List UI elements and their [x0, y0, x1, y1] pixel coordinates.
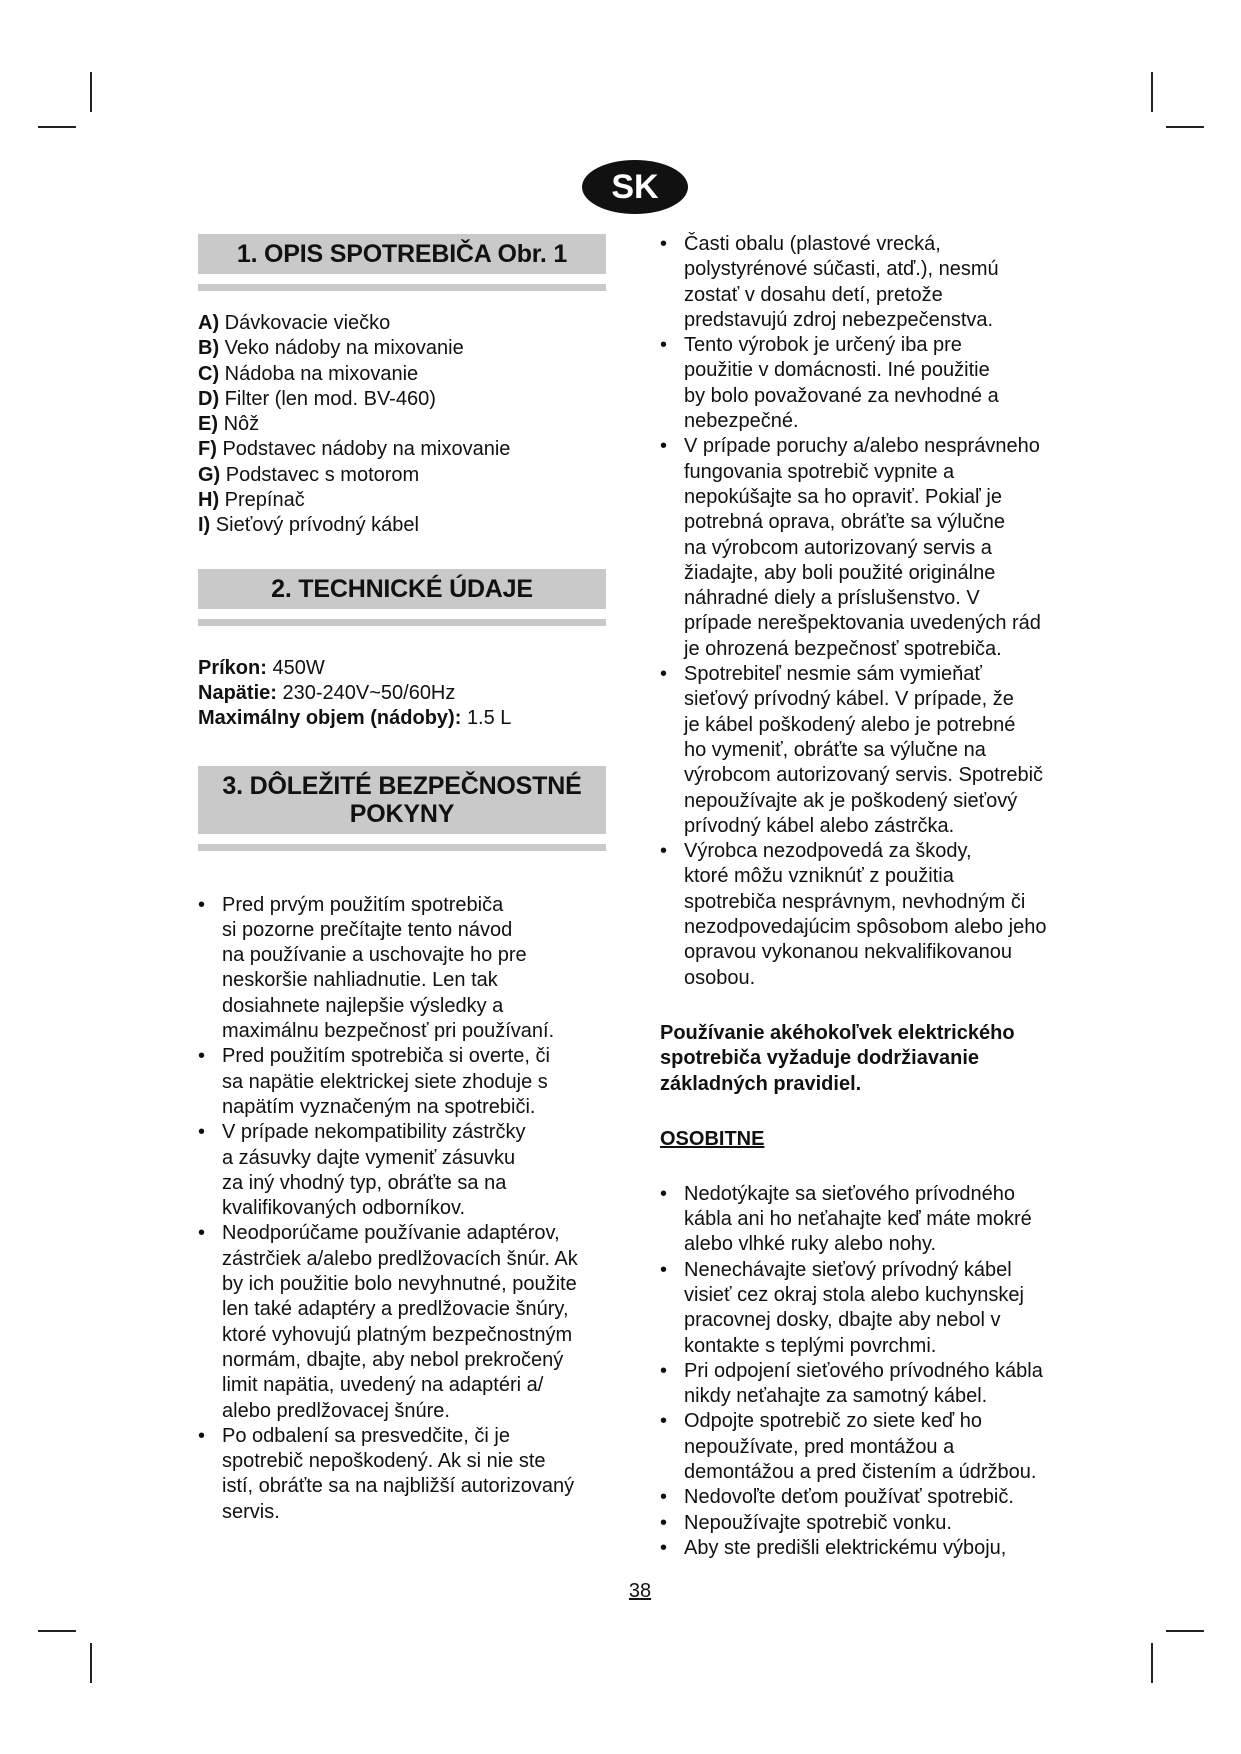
page-number: 38 [628, 1580, 652, 1602]
bullet-line: nebezpečné. [684, 410, 799, 433]
bullet-line: si pozorne prečítajte tento návod [222, 918, 513, 941]
bold-paragraph-line: spotrebiča vyžaduje dodržiavanie [660, 1047, 979, 1070]
bullet-item [198, 1424, 606, 1525]
bullet-line: kábla ani ho neťahajte keď máte mokré [684, 1208, 1032, 1231]
bullet-line: sieťový prívodný kábel. V prípade, že [684, 688, 1014, 711]
part-text: Nôž [223, 413, 260, 436]
bullet-line: kvalifikovaných odborníkov. [222, 1197, 466, 1220]
bullet-line: spotrebiča nesprávnym, nevhodným či [684, 890, 1026, 913]
bullet-line: • Neodporúčame používanie adaptérov, [222, 1222, 560, 1245]
right-column [660, 232, 1080, 1561]
bullet-item [198, 1221, 606, 1423]
bullet-line: • Nenechávajte sieťový prívodný kábel [684, 1258, 1012, 1281]
general-rules-paragraph [660, 1021, 1080, 1097]
part-item [198, 311, 606, 336]
crop-mark-bottom-right-v [1151, 1643, 1153, 1683]
section-2-heading: 2. TECHNICKÉ ÚDAJE [198, 569, 606, 609]
tech-specs [198, 656, 606, 732]
bullet-item [660, 1485, 1080, 1510]
crop-mark-top-right-h [1166, 126, 1204, 128]
bullet-item [660, 1359, 1080, 1410]
bullet-line: by ich použitie bolo nevyhnutné, použite [222, 1273, 577, 1296]
section-1-heading: 1. OPIS SPOTREBIČA Obr. 1 [198, 234, 606, 274]
bullet-item [660, 333, 1080, 434]
bullet-line: ho vymeniť, obráťte sa výlučne na [684, 738, 986, 761]
crop-mark-bottom-left-v [90, 1643, 92, 1683]
tech-row [198, 681, 606, 706]
part-item [198, 387, 606, 412]
bullet-line: dosiahnete najlepšie výsledky a [222, 994, 504, 1017]
bullet-line: za iný vhodný typ, obráťte sa na [222, 1171, 507, 1194]
part-item [198, 412, 606, 437]
bullet-line: nepokúšajte sa ho opraviť. Pokiaľ je [684, 485, 1002, 508]
bullet-line: istí, obráťte sa na najbližší autorizovaný [222, 1475, 575, 1498]
section-2-rule [198, 619, 606, 626]
bullet-line: maximálnu bezpečnosť pri používaní. [222, 1020, 555, 1043]
bullet-line: len také adaptéry a predlžovacie šnúry, [222, 1298, 569, 1321]
bullet-line: • Výrobca nezodpovedá za škody, [684, 840, 972, 863]
part-key: H) [198, 489, 220, 512]
bullet-item [660, 662, 1080, 839]
bullet-line: • V prípade poruchy a/alebo nesprávneho [684, 435, 1040, 458]
bullet-line: • Nedotýkajte sa sieťového prívodného [684, 1182, 1016, 1205]
bullet-line: by bolo považované za nevhodné a [684, 384, 999, 407]
tech-value: 450W [272, 656, 325, 679]
part-key: I) [198, 514, 211, 537]
bullet-line: servis. [222, 1500, 280, 1523]
bullet-line: nepoužívajte ak je poškodený sieťový [684, 789, 1018, 812]
bullet-line: visieť cez okraj stola alebo kuchynskej [684, 1283, 1024, 1306]
tech-label: Napätie: [198, 681, 277, 704]
tech-label: Príkon: [198, 656, 267, 679]
bullet-item [198, 1044, 606, 1120]
crop-mark-top-left-h [38, 126, 76, 128]
bullet-line: limit napätia, uvedený na adaptéri a/ [222, 1374, 544, 1397]
crop-mark-bottom-left-h [38, 1630, 76, 1632]
part-key: B) [198, 337, 220, 360]
bullet-line: • Tento výrobok je určený iba pre [684, 334, 962, 357]
part-text: Nádoba na mixovanie [224, 362, 419, 385]
bullet-line: osobou. [684, 966, 756, 989]
bullet-line: žiadajte, aby boli použité originálne [684, 561, 996, 584]
bullet-line: nepoužívate, pred montážou a [684, 1435, 955, 1458]
bullet-item [660, 1182, 1080, 1258]
bullet-line: výrobcom autorizovaný servis. Spotrebič [684, 764, 1044, 787]
bullet-line: • Pred použitím spotrebiča si overte, či [222, 1045, 550, 1068]
bullet-line: kontakte s teplými povrchmi. [684, 1334, 937, 1357]
bullet-line: prípade nerešpektovania uvedených rád [684, 612, 1041, 635]
parts-list [198, 311, 606, 539]
bullet-line: potrebná oprava, obráťte sa výlučne [684, 511, 1006, 534]
bullet-line: • Po odbalení sa presvedčite, či je [222, 1424, 510, 1447]
part-item [198, 488, 606, 513]
bullet-item [198, 1120, 606, 1221]
bullet-item [660, 839, 1080, 991]
bold-paragraph-line: Používanie akéhokoľvek elektrického [660, 1021, 1015, 1044]
bullet-line: a zásuvky dajte vymeniť zásuvku [222, 1146, 516, 1169]
bullet-line: demontážou a pred čistením a údržbou. [684, 1461, 1037, 1484]
left-column [198, 234, 606, 1525]
bullet-line: alebo predlžovacej šnúre. [222, 1399, 450, 1422]
bullet-line: predstavujú zdroj nebezpečenstva. [684, 308, 994, 331]
part-item [198, 362, 606, 387]
bullet-line: ktoré vyhovujú platným bezpečnostným [222, 1323, 573, 1346]
crop-mark-top-left-v [90, 72, 92, 112]
tech-label: Maximálny objem (nádoby): [198, 707, 462, 730]
bullet-line: na výrobcom autorizovaný servis a [684, 536, 992, 559]
bullet-line: ktoré môžu vzniknúť z použitia [684, 865, 954, 888]
part-text: Podstavec s motorom [225, 463, 420, 486]
part-item [198, 437, 606, 462]
part-key: D) [198, 387, 220, 410]
bullet-line: je kábel poškodený alebo je potrebné [684, 713, 1016, 736]
safety-bullets-left [198, 893, 606, 1525]
osobitne-bullets [660, 1182, 1080, 1561]
bullet-item [660, 1258, 1080, 1359]
bullet-line: sa napätie elektrickej siete zhoduje s [222, 1070, 548, 1093]
part-key: G) [198, 463, 221, 486]
part-key: E) [198, 413, 218, 436]
bullet-item [660, 232, 1080, 333]
tech-value: 1.5 L [466, 707, 512, 730]
bullet-line: použitie v domácnosti. Iné použitie [684, 359, 990, 382]
bullet-line: spotrebič nepoškodený. Ak si nie ste [222, 1450, 546, 1473]
part-text: Prepínač [224, 489, 305, 512]
bullet-line: prívodný kábel alebo zástrčka. [684, 814, 955, 837]
bullet-line: zostať v dosahu detí, pretože [684, 283, 943, 306]
section-3-heading-line1: 3. DÔLEŽITÉ BEZPEČNOSTNÉ [222, 771, 582, 800]
bullet-line: • Nepoužívajte spotrebič vonku. [684, 1511, 952, 1534]
bullet-line: je ohrozená bezpečnosť spotrebiča. [684, 637, 1002, 660]
section-1-rule [198, 284, 606, 291]
bullet-line: pracovnej dosky, dbajte aby nebol v [684, 1309, 1001, 1332]
part-text: Dávkovacie viečko [224, 312, 391, 334]
part-text: Podstavec nádoby na mixovanie [222, 438, 511, 461]
part-key: C) [198, 362, 220, 385]
tech-row [198, 656, 606, 681]
crop-mark-top-right-v [1151, 72, 1153, 112]
bullet-line: napätím vyznačeným na spotrebiči. [222, 1095, 536, 1118]
bullet-line: polystyrénové súčasti, atď.), nesmú [684, 258, 999, 281]
bullet-line: • Pred prvým použitím spotrebiča [222, 893, 504, 916]
osobitne-heading: OSOBITNE [660, 1127, 765, 1150]
bullet-line: neskoršie nahliadnutie. Len tak [222, 969, 498, 992]
bullet-line: zástrčiek a/alebo predlžovacích šnúr. Ak [222, 1247, 578, 1270]
section-3-heading [198, 766, 606, 834]
part-key: A) [198, 312, 220, 334]
bullet-item [660, 434, 1080, 662]
section-3-rule [198, 844, 606, 851]
bullet-line: náhradné diely a príslušenstvo. V [684, 587, 980, 610]
bullet-line: nezodpovedajúcim spôsobom alebo jeho [684, 916, 1047, 939]
part-item [198, 336, 606, 361]
bullet-item [660, 1511, 1080, 1536]
part-key: F) [198, 438, 217, 461]
safety-bullets-right [660, 232, 1080, 991]
part-item [198, 513, 606, 538]
bullet-item [660, 1409, 1080, 1485]
bullet-line: • Pri odpojení sieťového prívodného kábla [684, 1359, 1043, 1382]
bullet-line: • V prípade nekompatibility zástrčky [222, 1121, 526, 1144]
bold-paragraph-line: základných pravidiel. [660, 1072, 862, 1095]
bullet-line: • Odpojte spotrebič zo siete keď ho [684, 1410, 983, 1433]
bullet-line: nikdy neťahajte za samotný kábel. [684, 1385, 988, 1408]
part-text: Veko nádoby na mixovanie [224, 337, 464, 360]
tech-value: 230-240V~50/60Hz [282, 681, 456, 704]
bullet-line: normám, dbajte, aby nebol prekročený [222, 1348, 564, 1371]
crop-mark-bottom-right-h [1166, 1630, 1204, 1632]
bullet-item [198, 893, 606, 1045]
part-item [198, 463, 606, 488]
bullet-line: na používanie a uschovajte ho pre [222, 944, 527, 967]
bullet-line: • Aby ste predišli elektrickému výboju, [684, 1536, 1007, 1559]
bullet-line: • Spotrebiteľ nesmie sám vymieňať [684, 663, 982, 686]
bullet-line: • Nedovoľte deťom používať spotrebič. [684, 1486, 1014, 1509]
bullet-line: fungovania spotrebič vypnite a [684, 460, 955, 483]
tech-row [198, 706, 606, 731]
bullet-line: opravou vykonanou nekvalifikovanou [684, 941, 1012, 964]
bullet-line: alebo vlhké ruky alebo nohy. [684, 1233, 937, 1256]
part-text: Sieťový prívodný kábel [215, 514, 419, 537]
part-text: Filter (len mod. BV-460) [224, 387, 436, 410]
language-badge: SK [582, 160, 688, 214]
section-3-heading-line2: POKYNY [349, 799, 455, 828]
bullet-item [660, 1536, 1080, 1561]
bullet-line: • Časti obalu (plastové vrecká, [684, 233, 941, 255]
